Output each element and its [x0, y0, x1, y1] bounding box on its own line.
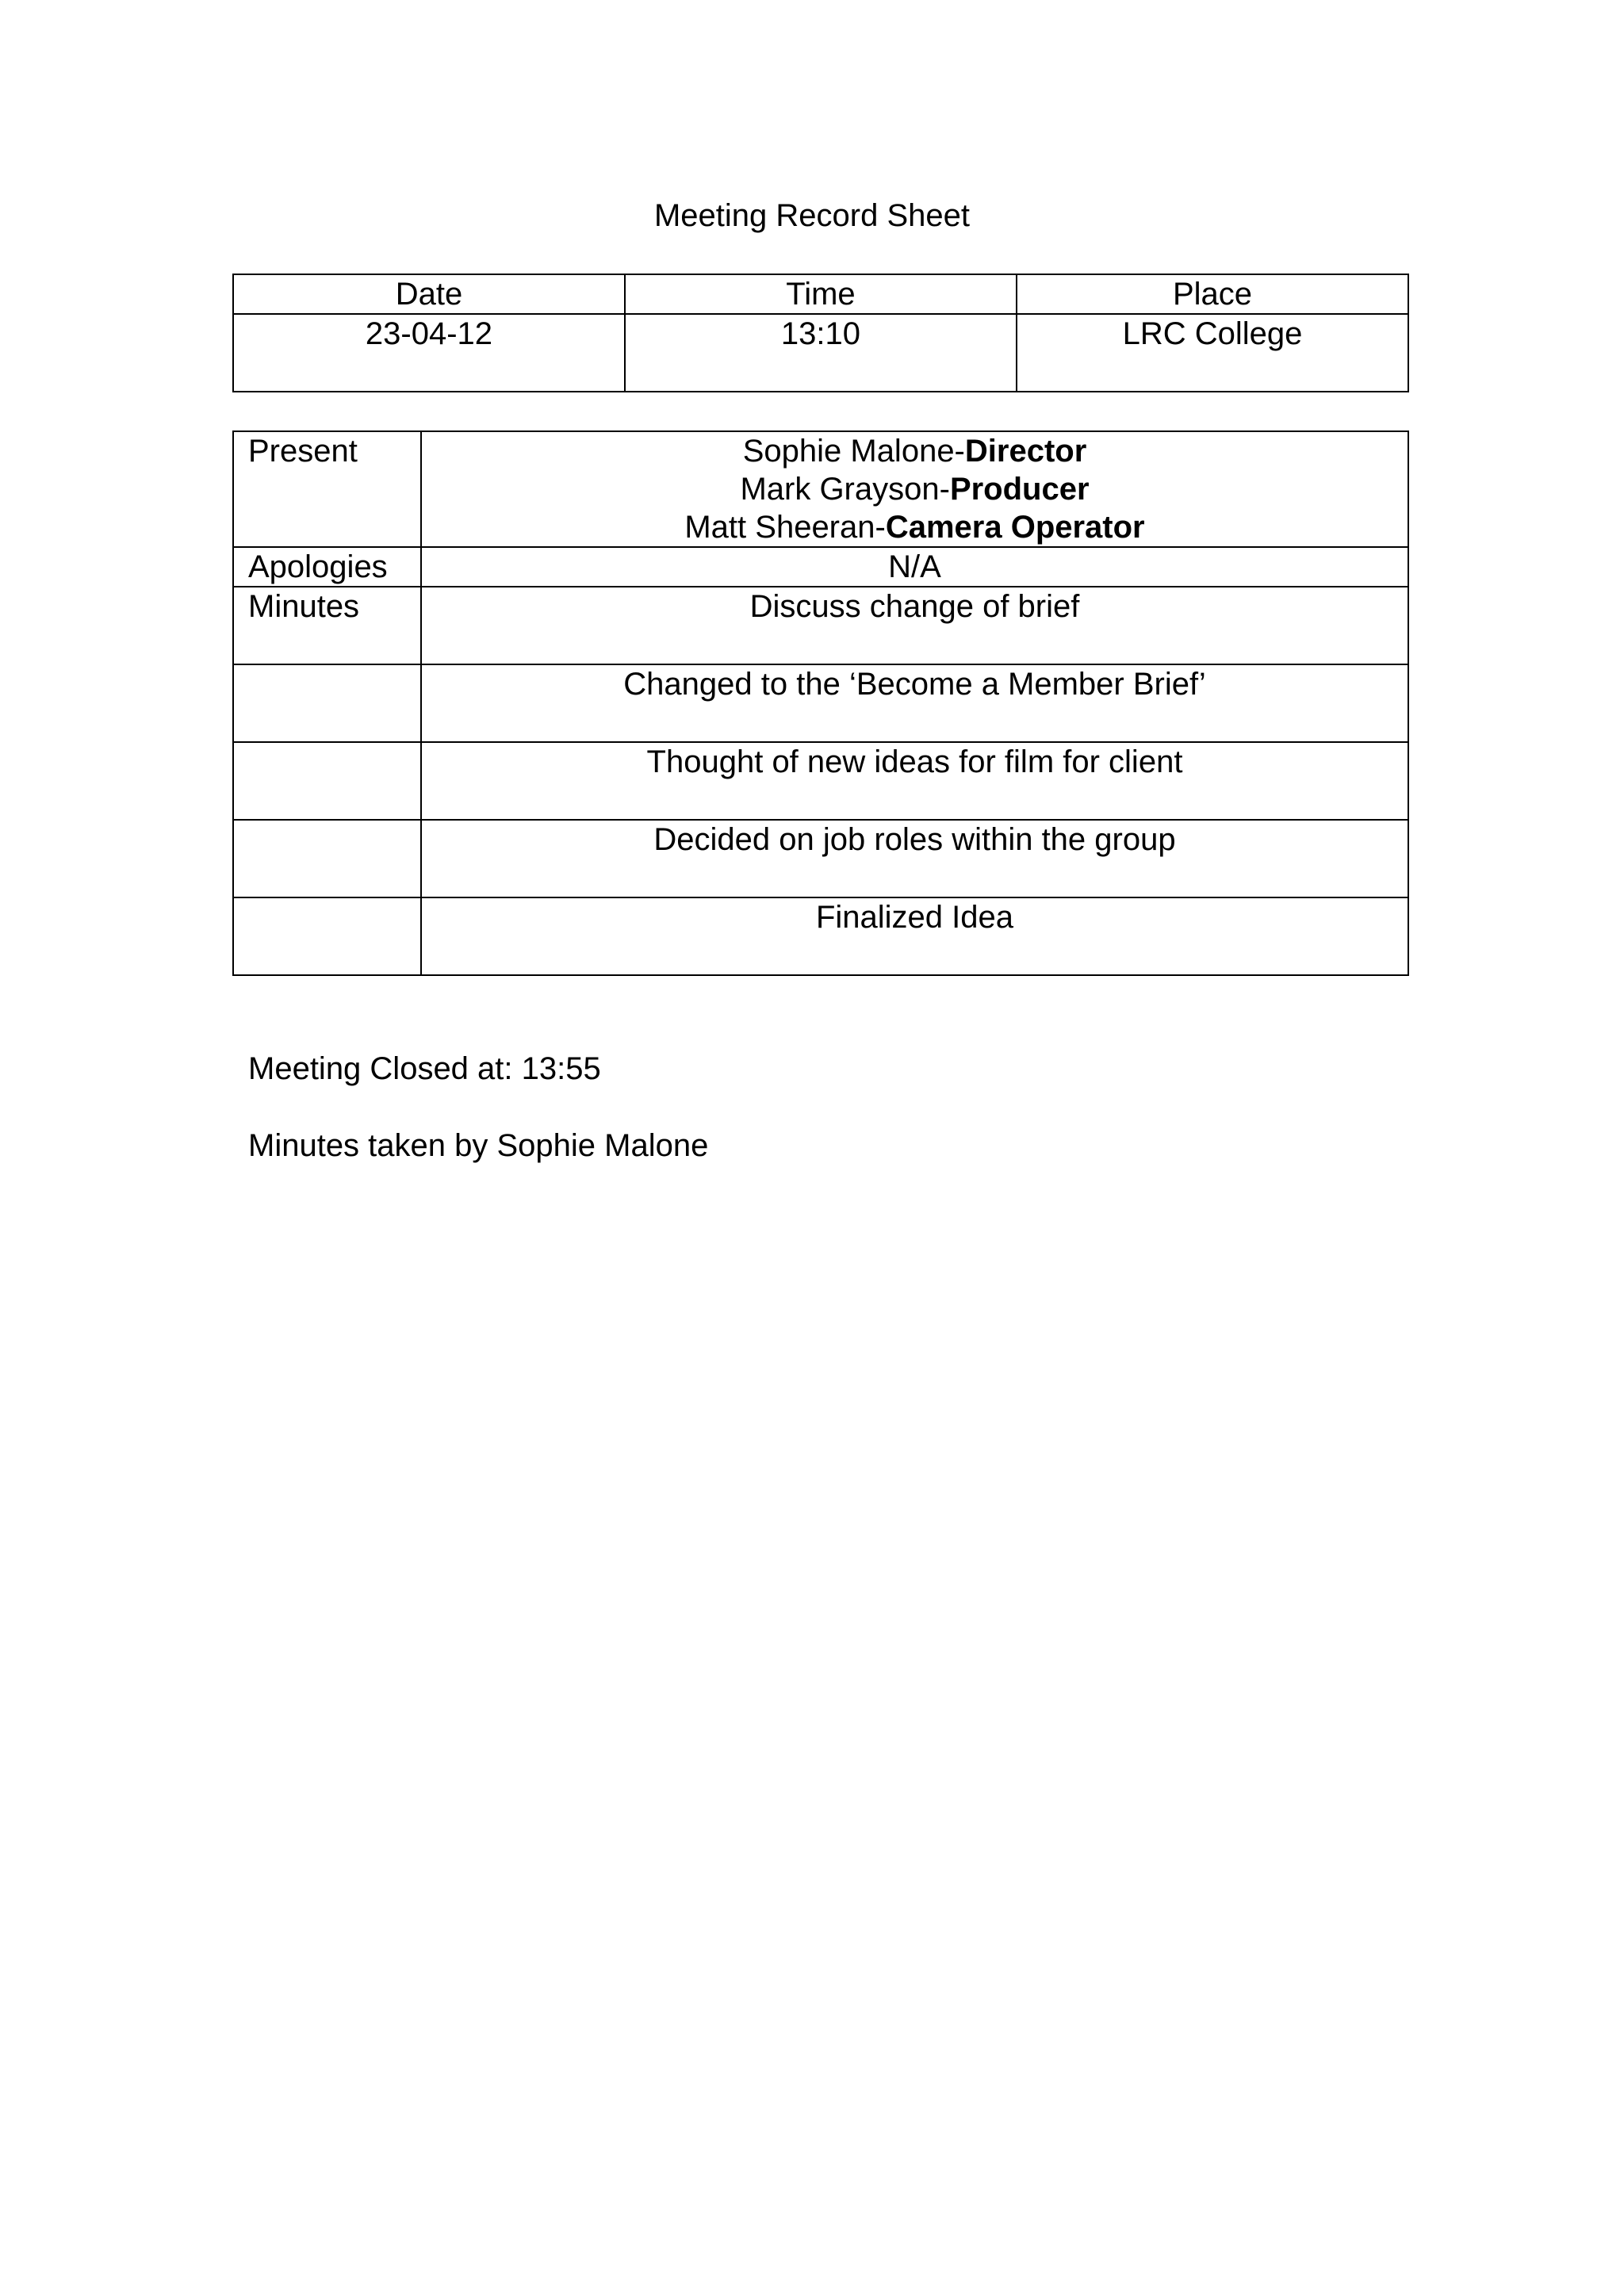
- minutes-item: Decided on job roles within the group: [421, 820, 1408, 897]
- minutes-label-empty: [233, 664, 421, 742]
- apologies-value: N/A: [421, 547, 1408, 587]
- minutes-row: [233, 587, 1408, 664]
- meeting-closed-text: Meeting Closed at: 13:55: [248, 1051, 601, 1086]
- member-name: Mark Grayson-: [740, 472, 950, 507]
- apologies-label: Apologies: [233, 547, 421, 587]
- time-value: 13:10: [625, 314, 1017, 392]
- present-row: [233, 431, 1408, 547]
- minutes-row: [233, 820, 1408, 897]
- member-role: Camera Operator: [885, 510, 1145, 545]
- date-header: Date: [233, 274, 625, 314]
- minutes-label-empty: [233, 897, 421, 975]
- date-value: 23-04-12: [233, 314, 625, 392]
- minutes-item: Thought of new ideas for film for client: [421, 742, 1408, 820]
- member-name: Sophie Malone-: [742, 434, 965, 469]
- minutes-taken-by-text: Minutes taken by Sophie Malone: [248, 1128, 709, 1163]
- member-role: Director: [964, 434, 1087, 469]
- minutes-item: Changed to the ‘Become a Member Brief’: [421, 664, 1408, 742]
- present-label: Present: [233, 431, 421, 547]
- member-name: Matt Sheeran-: [684, 510, 886, 545]
- minutes-row: [233, 897, 1408, 975]
- member-line: [422, 508, 1408, 546]
- minutes-table: [232, 430, 1409, 976]
- apologies-row: [233, 547, 1408, 587]
- meeting-info-table: [232, 274, 1409, 392]
- time-header: Time: [625, 274, 1017, 314]
- minutes-item: Finalized Idea: [421, 897, 1408, 975]
- minutes-label-empty: [233, 820, 421, 897]
- minutes-row: [233, 742, 1408, 820]
- info-header-row: [233, 274, 1408, 314]
- minutes-label-empty: [233, 742, 421, 820]
- minutes-label: Minutes: [233, 587, 421, 664]
- minutes-row: [233, 664, 1408, 742]
- present-members: [421, 431, 1408, 547]
- member-role: Producer: [949, 472, 1090, 507]
- document-title: Meeting Record Sheet: [653, 198, 970, 233]
- minutes-item: Discuss change of brief: [421, 587, 1408, 664]
- place-value: LRC College: [1017, 314, 1408, 392]
- info-value-row: [233, 314, 1408, 392]
- member-line: [422, 470, 1408, 508]
- member-line: [422, 432, 1408, 470]
- place-header: Place: [1017, 274, 1408, 314]
